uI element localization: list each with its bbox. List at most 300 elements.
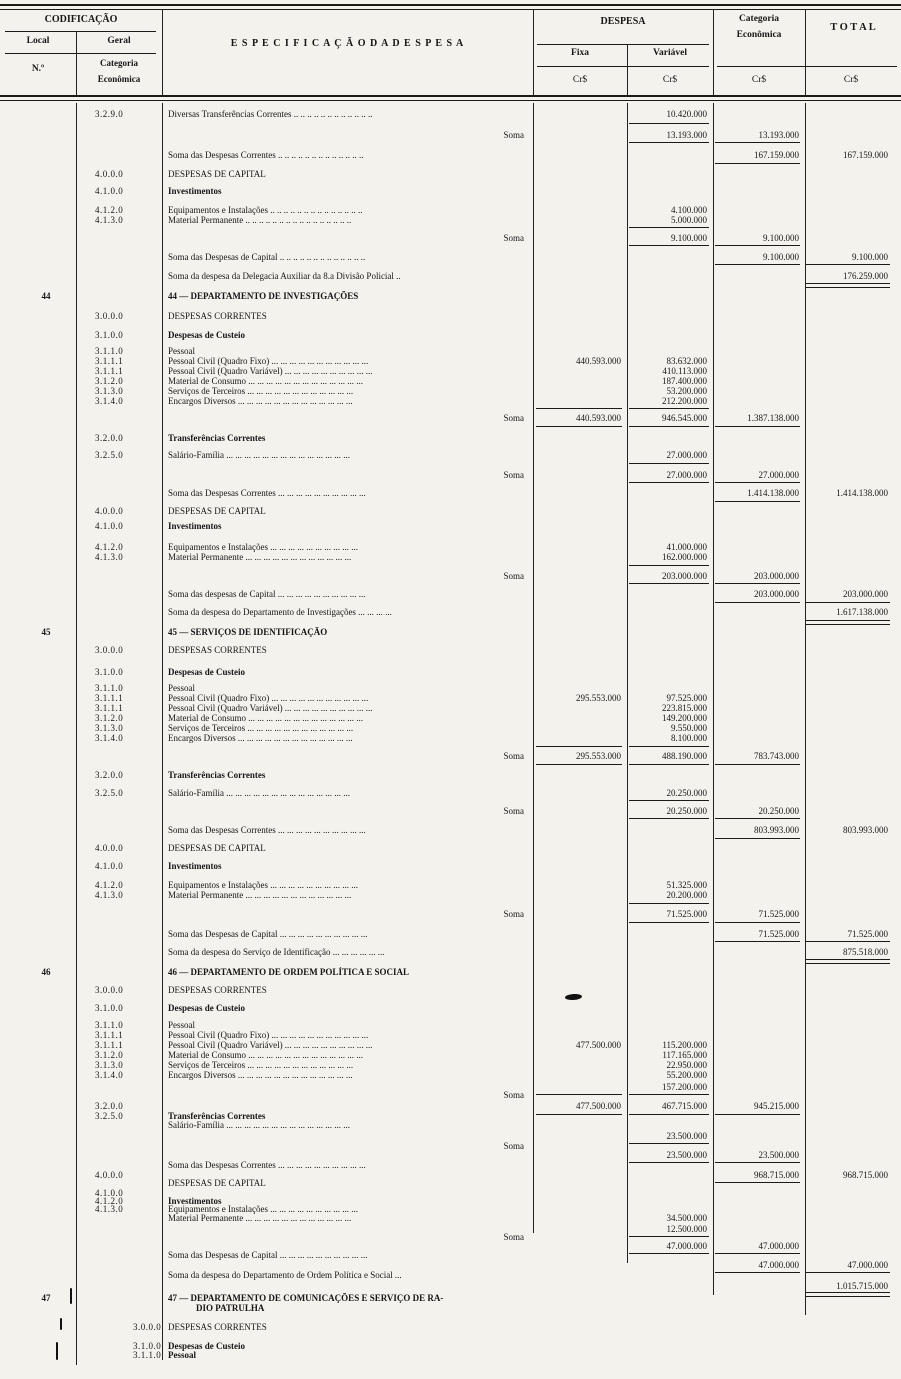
row-label: Investimentos: [168, 861, 222, 871]
row-code: 3.2.5.0: [95, 1111, 124, 1121]
value-categoria: 1.414.138.000: [747, 488, 799, 498]
header-numero: N.º: [31, 64, 45, 74]
row-code: 4.1.0.0: [95, 1188, 124, 1198]
value-variavel: 488.190.000: [662, 751, 707, 761]
header-cr-variavel: Cr$: [662, 75, 678, 85]
soma-label: Soma: [503, 1141, 524, 1151]
value-variavel: 23.500.000: [666, 1131, 707, 1141]
row-label: Soma das despesas de Capital ... ... ... ... ... ... ... ... ... ...: [168, 589, 366, 599]
sum-rule: [536, 426, 622, 427]
top-rule-thin: [0, 9, 901, 10]
table-row: [0, 506, 901, 517]
row-label: Despesas de Custeio: [168, 1003, 246, 1013]
soma-label: Soma: [503, 909, 524, 919]
sum-rule: [629, 123, 709, 124]
sum-rule: [629, 746, 709, 747]
sum-rule: [629, 245, 709, 246]
row-label: Transferências Correntes: [168, 433, 266, 443]
row-label: 44 — DEPARTAMENTO DE INVESTIGAÇÕES: [168, 291, 359, 301]
value-fixa: 440.593.000: [576, 413, 621, 423]
table-row: [0, 1303, 901, 1314]
table-row: [0, 396, 901, 407]
table-row: [0, 1003, 901, 1014]
row-code: 3.1.3.0: [95, 1060, 124, 1070]
row-code: 3.2.9.0: [95, 109, 124, 119]
row-code: 4.1.3.0: [95, 1204, 124, 1214]
header-variavel: Variável: [653, 48, 687, 58]
row-label: Despesas de Custeio: [168, 1341, 246, 1351]
header-codificacao: CODIFICAÇÃO: [44, 14, 118, 25]
value-total: 803.993.000: [843, 825, 888, 835]
row-label: Material de Consumo ... ... ... ... ... ... ... ... ... ... ... ... ...: [168, 713, 363, 723]
value-fixa: 440.593.000: [576, 356, 621, 366]
table-row: [0, 825, 901, 836]
row-code: 3.1.1.0: [95, 1020, 124, 1030]
row-label: Diversas Transferências Correntes .. .. .. .. .. .. .. .. .. .. .. ..: [168, 109, 373, 119]
row-label: Investimentos: [168, 1196, 222, 1206]
value-variavel: 115.200.000: [662, 1040, 707, 1050]
value-variavel: 51.325.000: [666, 880, 707, 890]
cat-total-underline: [717, 66, 897, 67]
row-code: 4.1.0.0: [95, 521, 124, 531]
sum-rule: [629, 426, 709, 427]
value-variavel: 23.500.000: [666, 1150, 707, 1160]
table-row: [0, 1120, 901, 1131]
row-label: DESPESAS DE CAPITAL: [168, 843, 266, 853]
value-variavel: 20.250.000: [666, 788, 707, 798]
value-variavel: 162.000.000: [662, 552, 707, 562]
value-variavel: 149.200.000: [662, 713, 707, 723]
table-row: [0, 843, 901, 854]
row-label: Material Permanente .. .. .. .. .. .. .. .. .. .. .. .. .. .. .. ..: [168, 215, 352, 225]
row-code: 4.1.2.0: [95, 205, 124, 215]
row-label: Pessoal Civil (Quadro Variável) ... ... ... ... ... ... ... ... ... ...: [168, 366, 373, 376]
row-label: Transferências Correntes: [168, 770, 266, 780]
value-variavel: 117.165.000: [662, 1050, 707, 1060]
row-local: 47: [41, 1293, 51, 1303]
value-variavel: 53.200.000: [666, 386, 707, 396]
value-categoria: 71.525.000: [758, 929, 799, 939]
sum-rule: [806, 963, 890, 964]
value-total: 47.000.000: [847, 1260, 888, 1270]
sum-rule: [715, 838, 800, 839]
value-categoria: 945.215.000: [754, 1101, 799, 1111]
row-label: Encargos Diversos ... ... ... ... ... ... ... ... ... ... ... ... ...: [168, 1070, 353, 1080]
table-row: [0, 909, 901, 920]
row-label: Salário-Família ... ... ... ... ... ... ... ... ... ... ... ... ... ...: [168, 450, 350, 460]
row-label: Pessoal Civil (Quadro Variável) ... ... ... ... ... ... ... ... ... ...: [168, 703, 373, 713]
header-vline-fixa: [533, 9, 534, 95]
row-code: 4.0.0.0: [95, 1170, 124, 1180]
value-categoria: 20.250.000: [758, 806, 799, 816]
table-row: [0, 233, 901, 244]
table-row: [0, 627, 901, 638]
row-code: 3.1.2.0: [95, 1050, 124, 1060]
row-label: Material Permanente ... ... ... ... ... ... ... ... ... ... ... ...: [168, 890, 352, 900]
sum-rule: [806, 283, 890, 284]
row-local: 46: [41, 967, 51, 977]
sum-rule: [629, 142, 709, 143]
row-label: DESPESAS CORRENTES: [168, 645, 267, 655]
value-variavel: 946.545.000: [662, 413, 707, 423]
soma-label: Soma: [503, 1232, 524, 1242]
sum-rule: [629, 903, 709, 904]
value-total: 1.015.715.000: [836, 1281, 888, 1291]
value-variavel: 157.200.000: [662, 1082, 707, 1092]
value-variavel: 27.000.000: [666, 470, 707, 480]
table-row: [0, 733, 901, 744]
row-label: Soma da despesa do Serviço de Identificação ... ... ... ... ... ...: [168, 947, 385, 957]
sum-rule: [715, 501, 800, 502]
row-code: 4.1.3.0: [95, 215, 124, 225]
value-categoria: 783.743.000: [754, 751, 799, 761]
table-row: [0, 751, 901, 762]
value-total: 176.259.000: [843, 271, 888, 281]
value-variavel: 13.193.000: [666, 130, 707, 140]
soma-label: Soma: [503, 571, 524, 581]
row-label: Pessoal Civil (Quadro Variável) ... ... ... ... ... ... ... ... ... ...: [168, 1040, 373, 1050]
sum-rule: [806, 941, 890, 942]
sum-rule: [806, 620, 890, 621]
table-row: [0, 186, 901, 197]
sum-rule: [629, 800, 709, 801]
row-code: 3.2.5.0: [95, 450, 124, 460]
table-row: [0, 788, 901, 799]
row-code: 3.1.1.1: [95, 366, 124, 376]
value-variavel: 4.100.000: [671, 205, 707, 215]
value-variavel: 22.950.000: [666, 1060, 707, 1070]
header-categoria: Categoria: [100, 58, 138, 68]
row-label: 45 — SERVIÇOS DE IDENTIFICAÇÃO: [168, 627, 328, 637]
row-code: 3.1.1.0: [95, 346, 124, 356]
row-code: 4.1.2.0: [95, 1196, 124, 1206]
row-label: Salário-Família ... ... ... ... ... ... ... ... ... ... ... ... ... ...: [168, 1120, 350, 1130]
value-variavel: 5.000.000: [671, 215, 707, 225]
value-variavel: 8.100.000: [671, 733, 707, 743]
header-cat-econ-1: Categoria: [738, 14, 780, 24]
row-label: Pessoal Civil (Quadro Fixo) ... ... ... ... ... ... ... ... ... ... ...: [168, 356, 369, 366]
table-row: [0, 488, 901, 499]
row-label: DESPESAS CORRENTES: [168, 311, 267, 321]
codificacao-underline: [5, 31, 156, 32]
row-code: 3.2.0.0: [95, 433, 124, 443]
sum-rule: [629, 565, 709, 566]
table-row: [0, 470, 901, 481]
row-code: 3.1.4.0: [95, 733, 124, 743]
row-code: 4.1.2.0: [95, 880, 124, 890]
header-vline-espec: [162, 9, 163, 95]
row-code: 3.1.1.0: [95, 683, 124, 693]
row-label: Encargos Diversos ... ... ... ... ... ... ... ... ... ... ... ... ...: [168, 396, 353, 406]
table-row: [0, 770, 901, 781]
value-categoria: 27.000.000: [758, 470, 799, 480]
value-categoria: 9.100.000: [763, 233, 799, 243]
row-code: 4.0.0.0: [95, 169, 124, 179]
row-code: 3.1.2.0: [95, 713, 124, 723]
sum-rule: [806, 959, 890, 960]
row-label: Material Permanente ... ... ... ... ... ... ... ... ... ... ... ...: [168, 1213, 352, 1223]
sum-rule: [806, 287, 890, 288]
table-row: [0, 552, 901, 563]
value-variavel: 27.000.000: [666, 450, 707, 460]
sum-rule: [536, 764, 622, 765]
row-code: 3.1.0.0: [95, 330, 124, 340]
value-variavel: 83.632.000: [666, 356, 707, 366]
table-row: [0, 1350, 901, 1361]
sum-rule: [629, 463, 709, 464]
row-label: Soma das Despesas Correntes ... ... ... ... ... ... ... ... ... ...: [168, 825, 366, 835]
sum-rule: [629, 482, 709, 483]
value-variavel: 187.400.000: [662, 376, 707, 386]
sum-rule: [629, 227, 709, 228]
row-label: Serviços de Terceiros ... ... ... ... ... ... ... ... ... ... ... ...: [168, 723, 354, 733]
sum-rule: [806, 264, 890, 265]
row-label: 47 — DEPARTAMENTO DE COMUNICAÇÕES E SERVIÇO DE RA-: [168, 1293, 444, 1303]
header-cr-categoria: Cr$: [751, 75, 767, 85]
soma-label: Soma: [503, 751, 524, 761]
value-variavel: 20.250.000: [666, 806, 707, 816]
row-label: DESPESAS DE CAPITAL: [168, 169, 266, 179]
table-row: [0, 1270, 901, 1281]
value-variavel: 203.000.000: [662, 571, 707, 581]
row-label: Soma das Despesas de Capital .. .. .. .. .. .. .. .. .. .. .. .. ..: [168, 252, 366, 262]
row-local: 45: [41, 627, 51, 637]
sum-rule: [715, 142, 800, 143]
fixa-variavel-underline: [537, 66, 709, 67]
table-row: [0, 215, 901, 226]
row-code: 4.0.0.0: [95, 843, 124, 853]
header-cr-fixa: Cr$: [572, 75, 588, 85]
value-total: 1.617.138.000: [836, 607, 888, 617]
row-label: DIO PATRULHA: [196, 1303, 265, 1313]
value-categoria: 47.000.000: [758, 1241, 799, 1251]
value-variavel: 10.420.000: [666, 109, 707, 119]
value-variavel: 71.525.000: [666, 909, 707, 919]
value-categoria: 23.500.000: [758, 1150, 799, 1160]
table-row: [0, 450, 901, 461]
value-fixa: 295.553.000: [576, 751, 621, 761]
header-cr-total: Cr$: [843, 75, 859, 85]
row-label: Pessoal Civil (Quadro Fixo) ... ... ... ... ... ... ... ... ... ... ...: [168, 1030, 369, 1040]
header-especificacao: E S P E C I F I C A Ç Ã O D A D E S P E S A: [230, 38, 465, 49]
header-vline-categoria: [713, 9, 714, 95]
value-total: 167.159.000: [843, 150, 888, 160]
table-row: [0, 1090, 901, 1101]
row-code: 3.1.1.1: [95, 1040, 124, 1050]
row-label: Equipamentos e Instalações ... ... ... ... ... ... ... ... ... ...: [168, 542, 358, 552]
value-variavel: 212.200.000: [662, 396, 707, 406]
table-row: [0, 1213, 901, 1224]
row-label: Pessoal: [168, 1350, 196, 1360]
value-total: 203.000.000: [843, 589, 888, 599]
row-label: Material de Consumo ... ... ... ... ... ... ... ... ... ... ... ... ...: [168, 376, 363, 386]
row-label: DESPESAS DE CAPITAL: [168, 506, 266, 516]
header-cat-econ-2: Econômica: [736, 30, 782, 40]
row-label: Despesas de Custeio: [168, 330, 246, 340]
table-row: [0, 985, 901, 996]
sum-rule: [715, 426, 800, 427]
row-label: Encargos Diversos ... ... ... ... ... ... ... ... ... ... ... ... ...: [168, 733, 353, 743]
header-vline-local-geral: [76, 31, 77, 95]
table-row: [0, 947, 901, 958]
row-code: 3.1.0.0: [95, 667, 124, 677]
table-row: [0, 252, 901, 263]
row-label: Material Permanente ... ... ... ... ... ... ... ... ... ... ... ...: [168, 552, 352, 562]
row-code: 3.1.3.0: [95, 386, 124, 396]
sum-rule: [715, 163, 800, 164]
value-categoria: 167.159.000: [754, 150, 799, 160]
row-code: 3.1.1.0: [133, 1350, 162, 1360]
value-categoria: 1.387.138.000: [747, 413, 799, 423]
table-row: [0, 571, 901, 582]
table-row: [0, 806, 901, 817]
row-label: Pessoal Civil (Quadro Fixo) ... ... ... ... ... ... ... ... ... ... ...: [168, 693, 369, 703]
soma-label: Soma: [503, 806, 524, 816]
header-economica: Econômica: [97, 74, 141, 84]
row-label: Soma das Despesas de Capital ... ... ... ... ... ... ... ... ... ...: [168, 929, 368, 939]
row-label: DESPESAS DE CAPITAL: [168, 1178, 266, 1188]
header-fixa: Fixa: [571, 48, 589, 58]
row-label: Equipamentos e Instalações ... ... ... ... ... ... ... ... ... ...: [168, 880, 358, 890]
value-categoria: 9.100.000: [763, 252, 799, 262]
header-despesa: DESPESA: [600, 16, 646, 27]
row-label: Equipamentos e Instalações ... ... ... ... ... ... ... ... ... ...: [168, 1204, 358, 1214]
sum-rule: [629, 764, 709, 765]
table-row: [0, 1322, 901, 1333]
header-total: T O T A L: [830, 22, 876, 33]
value-variavel: 97.525.000: [666, 693, 707, 703]
table-row: [0, 413, 901, 424]
row-code: 3.2.0.0: [95, 770, 124, 780]
table-row: [0, 589, 901, 600]
row-label: Serviços de Terceiros ... ... ... ... ... ... ... ... ... ... ... ...: [168, 386, 354, 396]
value-categoria: 968.715.000: [754, 1170, 799, 1180]
soma-label: Soma: [503, 413, 524, 423]
row-code: 3.0.0.0: [95, 311, 124, 321]
row-code: 3.1.1.1: [95, 703, 124, 713]
row-code: 4.1.3.0: [95, 552, 124, 562]
sum-rule: [715, 922, 800, 923]
table-row: [0, 130, 901, 141]
sum-rule: [629, 818, 709, 819]
sum-rule: [715, 818, 800, 819]
value-total: 9.100.000: [852, 252, 888, 262]
value-variavel: 9.100.000: [671, 233, 707, 243]
table-row: [0, 967, 901, 978]
value-variavel: 55.200.000: [666, 1070, 707, 1080]
table-row: [0, 607, 901, 618]
value-variavel: 34.500.000: [666, 1213, 707, 1223]
row-code: 3.1.1.1: [95, 693, 124, 703]
table-row: [0, 311, 901, 322]
row-label: Soma da despesa da Delegacia Auxiliar da 8.a Divisão Policial ..: [168, 271, 401, 281]
row-code: 3.1.1.1: [95, 356, 124, 366]
sum-rule: [629, 583, 709, 584]
value-variavel: 20.200.000: [666, 890, 707, 900]
despesa-underline: [537, 44, 709, 45]
row-label: Transferências Correntes: [168, 1111, 266, 1121]
value-total: 1.414.138.000: [836, 488, 888, 498]
row-label: DESPESAS CORRENTES: [168, 985, 267, 995]
soma-label: Soma: [503, 233, 524, 243]
header-bottom-rule-thick: [0, 95, 901, 97]
table-row: [0, 330, 901, 341]
value-variavel: 41.000.000: [666, 542, 707, 552]
row-code: 3.0.0.0: [95, 985, 124, 995]
row-label: 46 — DEPARTAMENTO DE ORDEM POLÍTICA E SOCIAL: [168, 967, 409, 977]
row-code: 3.1.2.0: [95, 376, 124, 386]
value-variavel: 467.715.000: [662, 1101, 707, 1111]
sum-rule: [715, 264, 800, 265]
table-row: [0, 521, 901, 532]
row-label: Salário-Família ... ... ... ... ... ... ... ... ... ... ... ... ... ...: [168, 788, 350, 798]
table-row: [0, 929, 901, 940]
value-categoria: 803.993.000: [754, 825, 799, 835]
local-geral-underline: [5, 53, 156, 54]
table-row: [0, 109, 901, 120]
row-code: 4.1.3.0: [95, 890, 124, 900]
table-row: [0, 150, 901, 161]
row-label: Investimentos: [168, 186, 222, 196]
row-code: 3.0.0.0: [133, 1322, 162, 1332]
row-code: 3.2.0.0: [95, 1101, 124, 1111]
value-total: 71.525.000: [847, 929, 888, 939]
row-label: Pessoal: [168, 346, 195, 356]
sum-rule: [715, 941, 800, 942]
table-row: [0, 169, 901, 180]
row-code: 4.1.2.0: [95, 542, 124, 552]
sum-rule: [806, 602, 890, 603]
value-fixa: 295.553.000: [576, 693, 621, 703]
value-variavel: 47.000.000: [666, 1241, 707, 1251]
row-label: Serviços de Terceiros ... ... ... ... ... ... ... ... ... ... ... ...: [168, 1060, 354, 1070]
sum-rule: [715, 245, 800, 246]
row-code: 4.0.0.0: [95, 506, 124, 516]
row-label: Investimentos: [168, 521, 222, 531]
value-categoria: 203.000.000: [754, 571, 799, 581]
sum-rule: [629, 922, 709, 923]
table-row: [0, 1281, 901, 1292]
row-label: Despesas de Custeio: [168, 667, 246, 677]
row-label: Soma das Despesas Correntes ... ... ... ... ... ... ... ... ... ...: [168, 1160, 366, 1170]
row-code: 3.0.0.0: [95, 645, 124, 655]
table-row: [0, 890, 901, 901]
sum-rule: [629, 408, 709, 409]
value-variavel: 410.113.000: [662, 366, 707, 376]
value-categoria: 71.525.000: [758, 909, 799, 919]
value-variavel: 223.815.000: [662, 703, 707, 713]
row-label: Soma da despesa do Departamento de Investigações ... ... ... ...: [168, 607, 392, 617]
top-rule-thick: [0, 4, 901, 6]
header-vline-total: [805, 9, 806, 95]
row-label: Material de Consumo ... ... ... ... ... ... ... ... ... ... ... ... ...: [168, 1050, 363, 1060]
value-categoria: 47.000.000: [758, 1260, 799, 1270]
row-code: 4.1.0.0: [95, 861, 124, 871]
sum-rule: [715, 583, 800, 584]
table-row: [0, 667, 901, 678]
value-fixa: 477.500.000: [576, 1040, 621, 1050]
header-vline-variavel: [627, 44, 628, 95]
table-row: [0, 1070, 901, 1081]
header-bottom-rule-thin: [0, 100, 901, 101]
row-code: 3.1.1.1: [95, 1030, 124, 1040]
table-row: [0, 433, 901, 444]
soma-label: Soma: [503, 470, 524, 480]
row-code: 3.1.0.0: [133, 1341, 162, 1351]
row-code: 3.1.4.0: [95, 1070, 124, 1080]
row-label: Soma das Despesas Correntes .. .. .. .. .. .. .. .. .. .. .. .. ..: [168, 150, 364, 160]
table-row: [0, 645, 901, 656]
